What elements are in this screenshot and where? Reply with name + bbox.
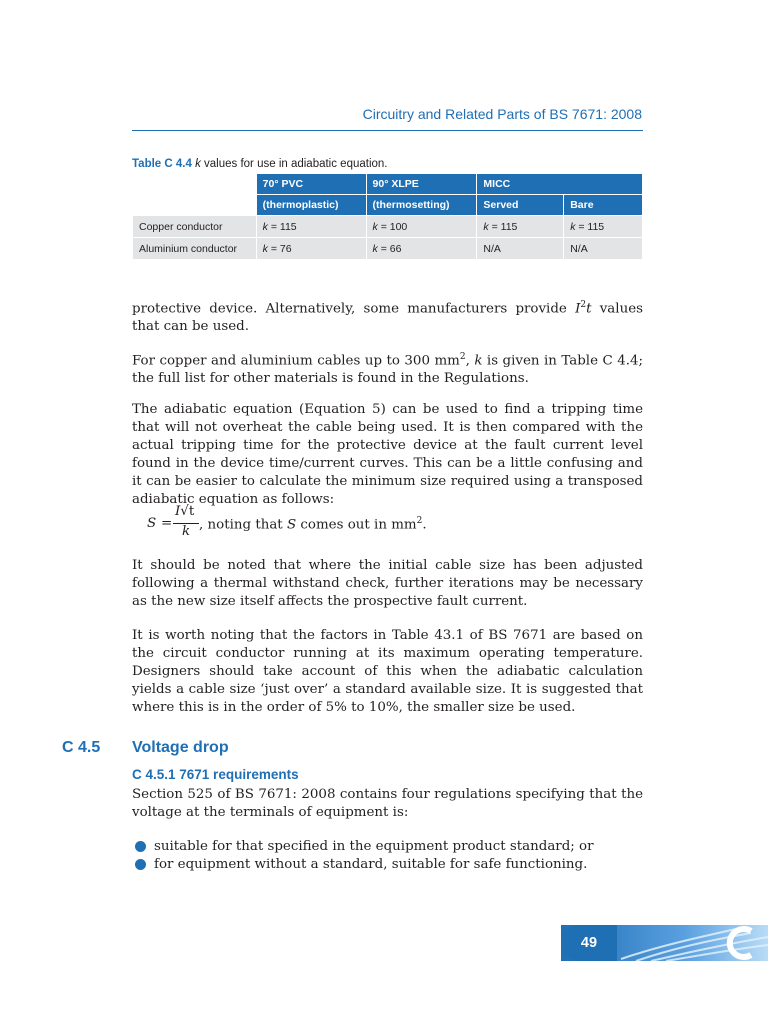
col-subheader-thermoplastic: (thermoplastic) <box>256 195 366 216</box>
page-number: 49 <box>561 925 617 961</box>
bullet-icon <box>135 859 146 870</box>
table-header-blank <box>133 195 257 216</box>
equation-equals: = <box>161 516 173 531</box>
header-rule <box>132 130 643 131</box>
row-label-aluminium: Aluminium conductor <box>133 238 257 260</box>
list-item: for equipment without a standard, suitable for safe functioning. <box>135 856 645 874</box>
section-number: C 4.5 <box>62 739 101 756</box>
paragraph-section-525: Section 525 of BS 7671: 2008 contains four regulations specifying that the voltage at the terminals of equipment is: <box>132 787 643 820</box>
table-cell: k = 100 <box>366 216 477 238</box>
col-subheader-bare: Bare <box>564 195 643 216</box>
col-subheader-served: Served <box>477 195 564 216</box>
table-caption <box>132 158 388 170</box>
table-row <box>133 216 643 238</box>
equation-denominator: k <box>182 524 191 539</box>
bullet-icon <box>135 841 146 852</box>
bullet-list <box>135 838 645 874</box>
table-cell: k = 115 <box>564 216 643 238</box>
paragraph-table-43-1: It is worth noting that the factors in Table 43.1 of BS 7671 are based on the circuit conductor running at its maximum operating temperature. Designers should take account of this when the adiabatic calculation yields a cable size ‘just over’ a standard available size. It is suggested that where this is in the order of 5% to 10%, the smaller size be used. <box>132 628 643 715</box>
col-header-pvc: 70° PVC <box>256 174 366 195</box>
row-label-copper: Copper conductor <box>133 216 257 238</box>
equation-lhs: S <box>147 516 157 531</box>
paragraph-manufacturer-values: protective device. Alternatively, some manufacturers provide $I^2t$ values that can be used. <box>132 300 643 335</box>
table-cell: k = 66 <box>366 238 477 260</box>
table-cell: k = 115 <box>477 216 564 238</box>
section-title: Voltage drop <box>132 739 229 756</box>
paragraph-adiabatic-equation: The adiabatic equation (Equation 5) can be used to find a tripping time that will not overheat the cable being used. It is then compared with the actual tripping time for the protective device at the fault current level found in the device time/current curves. This can be a little confusing and it can be easier to calculate the minimum size required using a transposed adiabatic equation as follows: <box>132 402 643 507</box>
col-subheader-thermosetting: (thermosetting) <box>366 195 477 216</box>
paragraph-thermal-withstand: It should be noted that where the initial cable size has been adjusted following a thermal withstand check, further iterations may be necessary as the new size itself affects the prospective fault current. <box>132 558 643 609</box>
subsection-title: C 4.5.1 7671 requirements <box>132 767 299 782</box>
table-header-row-2 <box>133 195 643 216</box>
table-row <box>133 238 643 260</box>
table-cell: k = 76 <box>256 238 366 260</box>
table-cell: k = 115 <box>256 216 366 238</box>
table-caption-text: values for use in adiabatic equation. <box>200 158 388 170</box>
table-cell: N/A <box>564 238 643 260</box>
table-cell: N/A <box>477 238 564 260</box>
table-header-blank <box>133 174 257 195</box>
equation-note: , noting that S comes out in $mm^2$. <box>199 516 427 533</box>
table-caption-k: k <box>195 158 201 170</box>
running-header: Circuitry and Related Parts of BS 7671: 2008 <box>362 106 642 122</box>
table-header-row-1 <box>133 174 643 195</box>
k-values-table <box>132 173 643 260</box>
col-header-xlpe: 90° XLPE <box>366 174 477 195</box>
equation-numerator: I√t <box>175 504 195 519</box>
col-header-micc: MICC <box>477 174 643 195</box>
list-item: suitable for that specified in the equipment product standard; or <box>135 838 645 856</box>
transposed-adiabatic-equation <box>147 504 477 544</box>
paragraph-k-values: For copper and aluminium cables up to 300 $mm^2$, k is given in Table C 4.4; the full list for other materials is found in the Regulations. <box>132 352 644 387</box>
table-number: Table C 4.4 <box>132 158 192 170</box>
